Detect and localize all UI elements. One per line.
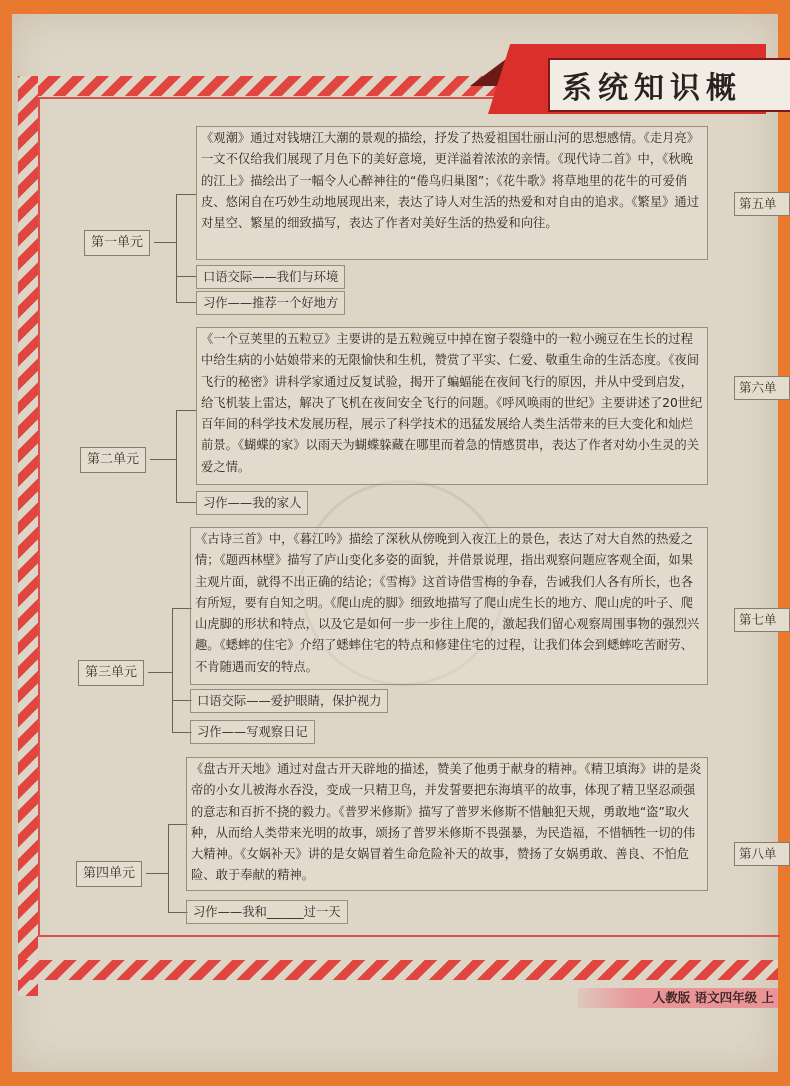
connector — [146, 873, 168, 874]
frame-stripe-left — [18, 76, 38, 996]
unit-2-item-1: 习作——我的家人 — [196, 491, 308, 515]
unit-label-5-partial: 第五单 — [734, 192, 790, 216]
connector — [150, 459, 176, 460]
connector — [176, 410, 196, 411]
unit-3-item-2: 习作——写观察日记 — [190, 720, 315, 744]
unit-label-2: 第二单元 — [80, 447, 146, 473]
connector — [154, 242, 176, 243]
unit-3-item-1: 口语交际——爱护眼睛，保护视力 — [190, 689, 388, 713]
connector — [176, 194, 196, 195]
unit-label-4: 第四单元 — [76, 861, 142, 887]
unit-4-item-1: 习作——我和______过一天 — [186, 900, 348, 924]
connector — [176, 194, 177, 302]
page-title: 系统知识概 — [548, 58, 790, 112]
connector — [148, 672, 172, 673]
connector — [168, 824, 169, 912]
connector — [172, 700, 192, 701]
unit-label-6-partial: 第六单 — [734, 376, 790, 400]
unit-label-1: 第一单元 — [84, 230, 150, 256]
connector — [172, 732, 192, 733]
connector — [176, 302, 196, 303]
unit-label-3: 第三单元 — [78, 660, 144, 686]
frame-stripe-top — [18, 76, 498, 96]
unit-3-summary: 《古诗三首》中，《暮江吟》描绘了深秋从傍晚到入夜江上的景色，表达了对大自然的热爱之情；《题西林壁》描写了庐山变化多姿的面貌，并借景说理，指出观察问题应客观全面，如果主观片面，就得不出正确的结论；《雪梅》这首诗借雪梅的争春，告诫我们人各有所长，也各有所短，要有自知之明。《爬山虎的脚》细致地描写了爬山虎生长的地方、爬山虎的叶子、爬山虎脚的形状和特点，以及它是如何一步一步往上爬的，激起我们留心观察周围事物的强烈兴趣。《蟋蟀的住宅》介绍了蟋蟀住宅的特点和修建住宅的过程，让我们体会到蟋蟀吃苦耐劳、不肯随遇而安的特点。 — [190, 527, 708, 685]
unit-4-summary: 《盘古开天地》通过对盘古开天辟地的描述，赞美了他勇于献身的精神。《精卫填海》讲的是炎帝的小女儿被海水吞没，变成一只精卫鸟，并发誓要把东海填平的故事，体现了精卫坚忍顽强的意志和百折不挠的毅力。《普罗米修斯》描写了普罗米修斯不惜触犯天规，勇敢地“盗”取火种，从而给人类带来光明的故事，颂扬了普罗米修斯不畏强暴，为民造福，不惜牺牲一切的伟大精神。《女娲补天》讲的是女娲冒着生命危险补天的故事，赞扬了女娲勇敢、善良、不怕危险、敢于奉献的精神。 — [186, 757, 708, 891]
unit-1-item-1: 口语交际——我们与环境 — [196, 265, 345, 289]
connector — [176, 410, 177, 502]
unit-2-summary: 《一个豆荚里的五粒豆》主要讲的是五粒豌豆中掉在窗子裂缝中的一粒小豌豆在生长的过程中给生病的小姑娘带来的无限愉快和生机，赞赏了平实、仁爱、敬重生命的生活态度。《夜间飞行的秘密》讲科学家通过反复试验，揭开了蝙蝠能在夜间飞行的原因，并从中受到启发，给飞机装上雷达，解决了飞机在夜间安全飞行的问题。《呼风唤雨的世纪》主要讲述了20世纪百年间的科学技术发展历程，展示了科学技术的迅猛发展给人类生活带来的巨大变化和灿烂前景。《蝴蝶的家》以雨天为蝴蝶躲藏在哪里而着急的情感贯串，表达了作者对幼小生灵的关爱之情。 — [196, 327, 708, 485]
unit-label-8-partial: 第八单 — [734, 842, 790, 866]
unit-label-7-partial: 第七单 — [734, 608, 790, 632]
frame-stripe-bottom — [18, 960, 778, 980]
edition-footer: 人教版 语文四年级 上 — [578, 988, 778, 1008]
connector — [176, 502, 196, 503]
connector — [168, 824, 188, 825]
unit-1-item-2: 习作——推荐一个好地方 — [196, 291, 345, 315]
unit-1-summary: 《观潮》通过对钱塘江大潮的景观的描绘，抒发了热爱祖国壮丽山河的思想感情。《走月亮》一文不仅给我们展现了月色下的美好意境，更洋溢着浓浓的亲情。《现代诗二首》中，《秋晚的江上》描绘出了一幅令人心醉神往的“倦鸟归巢图”；《花牛歌》将草地里的花牛的可爱俏皮、悠闲自在巧妙生动地展现出来，表达了诗人对生活的热爱和对自由的追求。《繁星》通过对星空、繁星的细致描写，表达了作者对美好生活的热爱和向往。 — [196, 126, 708, 260]
connector — [172, 608, 192, 609]
connector — [168, 912, 188, 913]
connector — [176, 276, 196, 277]
connector — [172, 608, 173, 732]
